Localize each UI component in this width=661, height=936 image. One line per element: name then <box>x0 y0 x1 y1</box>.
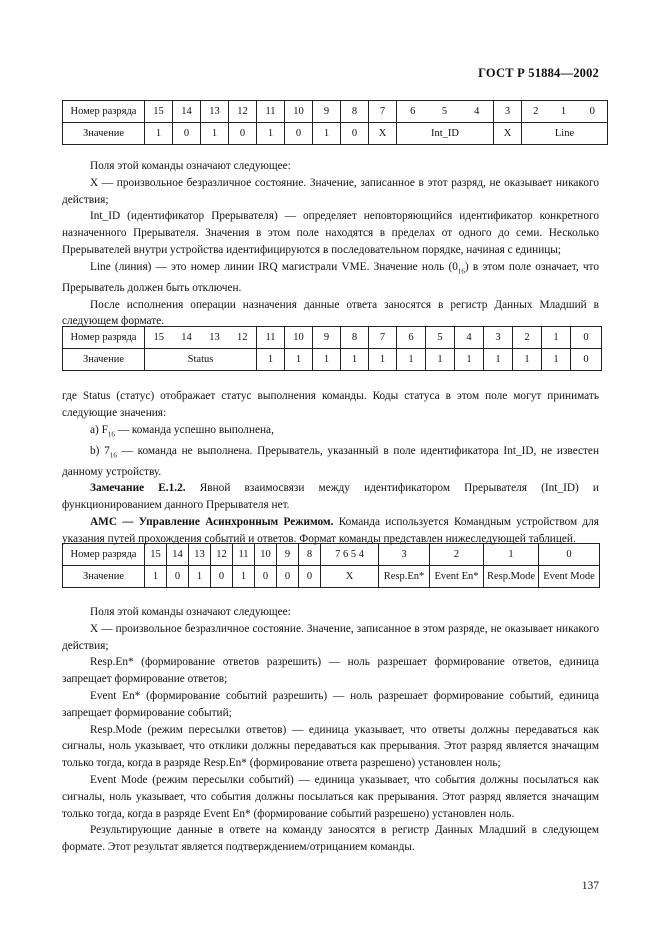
table-cell: 5 <box>429 101 461 123</box>
paragraph: Event En* (формирование событий разрешить) — ноль разрешает формирование событий, единица запрещает формирование событий; <box>62 689 599 719</box>
table-cell: 0 <box>578 101 608 123</box>
paragraph: Resp.En* (формирование ответов разрешить) — ноль разрешает формирование ответов, единица запрещает формирование ответов; <box>62 656 599 686</box>
list-item <box>62 422 599 443</box>
text-block-3 <box>62 604 599 856</box>
table-cell: 9 <box>277 544 299 566</box>
table-cell: 0 <box>173 123 201 145</box>
table-cell: 0 <box>571 349 602 371</box>
table-cell: 0 <box>299 566 321 588</box>
table-cell: 1 <box>233 566 255 588</box>
table-cell: 1 <box>397 349 426 371</box>
table-cell: 1 <box>201 123 229 145</box>
paragraph: Int_ID (идентификатор Прерывателя) — определяет неповторяющийся идентификатор конкретного назначенного Прерывателя. Значения в этом поле находятся в пределах от одного до семи. Несколько Прерывателей внутри устройства идентифицируются в последовательном порядке, начиная с единицы; <box>62 210 599 256</box>
table-cell: 5 <box>426 327 455 349</box>
table-row <box>63 566 600 588</box>
table-cell: Значение <box>63 349 145 371</box>
paragraph: Поля этой команды означают следующее: <box>90 160 291 172</box>
bit-table-3 <box>62 543 600 588</box>
table-cell: 2 <box>522 101 550 123</box>
table-row <box>63 123 608 145</box>
table-cell: 0 <box>277 566 299 588</box>
paragraph: После исполнения операции назначения данные ответа заносятся в регистр Данных Младший в следующем формате. <box>62 298 599 328</box>
table-cell: 11 <box>257 327 285 349</box>
bit-table-2 <box>62 326 602 371</box>
text-span: ) в этом поле означает, что Прерыватель должен быть отключен. <box>62 260 599 294</box>
table-cell: 2 <box>513 327 542 349</box>
table-cell: 15 <box>145 101 173 123</box>
table-cell: X <box>494 123 522 145</box>
command-label: АМС — Управление Асинхронным Режимом. <box>90 516 334 529</box>
table-row <box>63 544 600 566</box>
note-label: Замечание Е.1.2. <box>90 482 186 495</box>
text-span: Line (линия) — это номер линии IRQ магистрали VME. Значение ноль (0 <box>90 260 458 273</box>
table-cell: Номер разряда <box>63 101 145 123</box>
table-cell: 0 <box>341 123 369 145</box>
paragraph: Event Mode (режим пересылки событий) — единица указывает, что события должны посылаться как сигналы, ноль указывает, что события должны посылаться как прерывания. Этот разряд является значащим только тогда, когда в разряде Event En* (формирование событий разрешено) установлен ноль. <box>62 773 599 820</box>
table-cell: 15 <box>145 327 173 349</box>
table-cell: 14 <box>173 101 201 123</box>
table-cell: 11 <box>233 544 255 566</box>
text-span: — команда успешно выполнена, <box>114 423 274 436</box>
paragraph: где Status (статус) отображает статус выполнения команды. Коды статуса в этом поле могут принимать следующие значения: <box>62 390 599 419</box>
table-cell: 1 <box>484 349 513 371</box>
table-cell: 13 <box>201 327 229 349</box>
table-cell: Номер разряда <box>63 327 145 349</box>
paragraph: Поля этой команды означают следующее: <box>90 606 291 618</box>
table-cell: 1 <box>542 349 571 371</box>
table-cell: 14 <box>173 327 201 349</box>
table-cell: 1 <box>426 349 455 371</box>
table-cell: 0 <box>285 123 313 145</box>
table-cell: 1 <box>145 123 173 145</box>
table-cell: 8 <box>341 327 369 349</box>
subscript: 16 <box>109 450 117 459</box>
table-cell: 0 <box>255 566 277 588</box>
standard-header: ГОСТ Р 51884—2002 <box>478 66 599 80</box>
text-span: — команда не выполнена. Прерыватель, указанный в поле идентификатора Int_ID, не известен данному устройству. <box>62 444 599 478</box>
table-cell: 1 <box>257 123 285 145</box>
table-cell: 3 <box>494 101 522 123</box>
table-cell: 1 <box>285 349 313 371</box>
table-cell: Event Mode <box>539 566 600 588</box>
table-cell: 4 <box>455 327 484 349</box>
table-cell: 1 <box>542 327 571 349</box>
text-span: Команда используется Командным устройством для указания путей прохождения событий и ответов. Формат команды представлен нижеследующей таблицей. <box>62 516 599 545</box>
table-cell: 0 <box>571 327 602 349</box>
table-cell: 10 <box>285 101 313 123</box>
table-cell: Значение <box>63 566 145 588</box>
table-cell: 1 <box>313 349 341 371</box>
table-cell: 0 <box>211 566 233 588</box>
paragraph: X — произвольное безразличное состояние. Значение, записанное в этот разряд, не оказывает никакого действия; <box>62 176 599 206</box>
list-item <box>62 443 599 481</box>
table-cell: X <box>369 123 397 145</box>
text-span: Явной взаимосвязи между идентификатором Прерывателя (Int_ID) и функционированием данного Прерывателя нет. <box>62 482 599 512</box>
text-block-2 <box>62 388 599 548</box>
table-cell: Event En* <box>430 566 484 588</box>
table-cell: 7 <box>369 327 397 349</box>
table-cell: 13 <box>189 544 211 566</box>
table-cell: 12 <box>229 327 257 349</box>
table-row <box>63 327 602 349</box>
table-cell: 2 <box>430 544 484 566</box>
table-cell: 3 <box>379 544 430 566</box>
table-cell: Resp.Mode <box>484 566 539 588</box>
table-cell: 1 <box>455 349 484 371</box>
table-cell: 10 <box>285 327 313 349</box>
table-cell: 9 <box>313 101 341 123</box>
subscript: 16 <box>107 429 115 438</box>
table-cell: 8 <box>299 544 321 566</box>
text-span: a) F <box>90 423 108 436</box>
table-cell: 1 <box>189 566 211 588</box>
paragraph: Resp.Mode (режим пересылки ответов) — единица указывает, что ответы должны передаваться как сигналы, ноль указывает, что отклики должны передаваться как прерывания. Этот разряд является значащим только тогда, когда в разряде Resp.En* (формирование ответа разрешено) установлен ноль; <box>62 723 599 770</box>
table-cell: 1 <box>341 349 369 371</box>
table-cell: 3 <box>484 327 513 349</box>
table-cell: 14 <box>167 544 189 566</box>
table-cell: 11 <box>257 101 285 123</box>
table-cell: 7 <box>369 101 397 123</box>
paragraph: X — произвольное безразличное состояние. Значение, записанное в этом разряде, не оказывает никакого действия; <box>62 622 599 652</box>
table-cell: Int_ID <box>397 123 494 145</box>
table-cell: 7 6 5 4 <box>321 544 379 566</box>
table-cell: 15 <box>145 544 167 566</box>
table-cell: 1 <box>145 566 167 588</box>
text-span: b) 7 <box>90 444 110 457</box>
text-block-1 <box>62 158 599 330</box>
table-cell: Resp.En* <box>379 566 430 588</box>
note-paragraph <box>62 480 599 514</box>
table-cell: 6 <box>397 101 429 123</box>
table-cell: 9 <box>313 327 341 349</box>
paragraph: Результирующие данные в ответе на команду заносятся в регистр Данных Младший в следующем формате. Этот результат является подтверждением/отрицанием команды. <box>62 824 599 854</box>
table-cell: 0 <box>539 544 600 566</box>
table-cell: 13 <box>201 101 229 123</box>
table-cell: Номер разряда <box>63 544 145 566</box>
bit-table-1 <box>62 100 608 145</box>
table-cell: 1 <box>550 101 578 123</box>
table-cell: 8 <box>341 101 369 123</box>
table-cell: 12 <box>211 544 233 566</box>
table-cell: Line <box>522 123 608 145</box>
table-row <box>63 101 608 123</box>
table-cell: 1 <box>257 349 285 371</box>
table-cell: 10 <box>255 544 277 566</box>
table-cell: 1 <box>484 544 539 566</box>
table-cell: 6 <box>397 327 426 349</box>
table-cell: 4 <box>461 101 494 123</box>
table-cell: 1 <box>513 349 542 371</box>
table-cell: 0 <box>229 123 257 145</box>
table-cell: 0 <box>167 566 189 588</box>
paragraph <box>62 259 599 297</box>
table-cell: 12 <box>229 101 257 123</box>
table-cell: 1 <box>369 349 397 371</box>
subscript: 16 <box>457 267 465 276</box>
table-row <box>63 349 602 371</box>
table-cell: X <box>321 566 379 588</box>
page-number: 137 <box>581 880 599 892</box>
table-cell: Status <box>145 349 257 371</box>
table-cell: Значение <box>63 123 145 145</box>
table-cell: 1 <box>313 123 341 145</box>
